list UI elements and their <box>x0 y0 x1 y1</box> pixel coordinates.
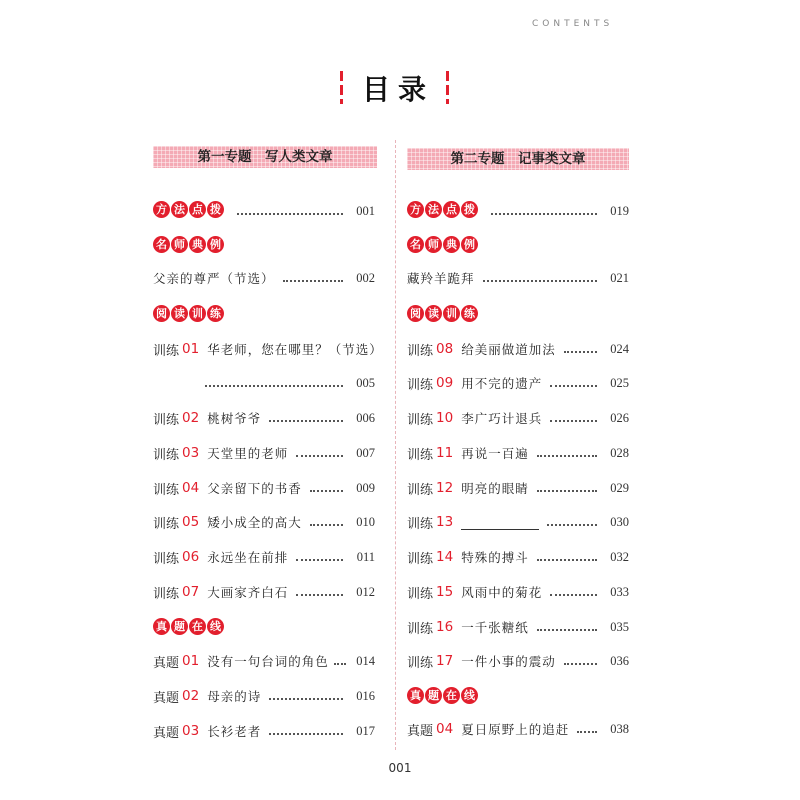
entry-title: 明亮的眼睛 <box>461 481 529 496</box>
exam-heading <box>153 618 375 638</box>
title-bar-right <box>446 99 449 104</box>
leader-dots <box>269 698 343 700</box>
title-block <box>330 68 460 108</box>
toc-entry[interactable] <box>407 408 629 428</box>
title-bar-right <box>446 71 449 81</box>
badge-char: 方 <box>407 201 424 218</box>
badge-char: 阅 <box>153 305 170 322</box>
leader-dots <box>237 213 343 215</box>
entry-title: 父亲留下的书香 <box>207 481 302 496</box>
entry-label: 真题 <box>407 723 434 739</box>
method-row[interactable] <box>153 201 375 221</box>
page-number: 026 <box>610 410 629 425</box>
badge-char: 真 <box>153 618 170 635</box>
badge-char: 练 <box>207 305 224 322</box>
leader-dots <box>296 455 343 457</box>
section-banner-1: 第一专题 写人类文章 <box>153 146 377 168</box>
toc-entry[interactable] <box>153 408 375 428</box>
entry-number: 09 <box>436 375 454 391</box>
page-number: 038 <box>610 721 629 736</box>
entry-label: 训练 <box>407 655 434 671</box>
page-number: 030 <box>610 514 629 529</box>
leader-dots <box>550 385 597 387</box>
title-bar-left <box>340 85 343 95</box>
entry-title: 大画家齐白石 <box>207 585 289 600</box>
toc-entry[interactable] <box>153 443 375 463</box>
entry-number: 02 <box>182 688 200 704</box>
toc-entry[interactable] <box>153 547 375 567</box>
entry-number: 12 <box>436 480 454 496</box>
badge-char: 法 <box>171 201 188 218</box>
teacher-badge <box>407 236 478 253</box>
entry-title: 夏日原野上的追赶 <box>461 722 570 737</box>
page-number: 017 <box>356 723 375 738</box>
page-number-footer: 001 <box>388 761 412 775</box>
entry-number: 04 <box>436 721 454 737</box>
toc-entry[interactable] <box>153 651 375 671</box>
badge-char: 点 <box>189 201 206 218</box>
entry-number: 10 <box>436 410 454 426</box>
entry-label: 训练 <box>407 551 434 567</box>
page-number: 029 <box>610 480 629 495</box>
entry-title: 李广巧计退兵 <box>461 411 543 426</box>
entry-title: 特殊的搏斗 <box>461 550 529 565</box>
badge-char: 题 <box>171 618 188 635</box>
method-row[interactable] <box>407 201 629 221</box>
leader-dots <box>537 629 597 631</box>
entry-title: 桃树爷爷 <box>207 411 262 426</box>
leader-dots <box>283 280 343 282</box>
reading-training-heading <box>407 305 629 325</box>
badge-char: 师 <box>171 236 188 253</box>
entry-number: 01 <box>182 653 200 669</box>
entry-label: 训练 <box>153 586 180 602</box>
entry-label: 训练 <box>407 447 434 463</box>
entry-title: 没有一句台词的角色 <box>207 654 329 669</box>
leader-dots <box>564 663 597 665</box>
page-number: 032 <box>610 549 629 564</box>
badge-char: 名 <box>153 236 170 253</box>
entry-title: 藏羚羊跪拜 <box>407 271 475 286</box>
badge-char: 例 <box>461 236 478 253</box>
badge-char: 读 <box>171 305 188 322</box>
badge-char: 真 <box>407 687 424 704</box>
toc-entry[interactable] <box>153 512 375 532</box>
entry-label: 真题 <box>153 690 180 706</box>
entry-number: 14 <box>436 549 454 565</box>
leader-dots <box>310 490 343 492</box>
entry-number: 11 <box>436 445 454 461</box>
toc-entry[interactable] <box>407 443 629 463</box>
method-badge <box>407 201 478 218</box>
leader-dots <box>205 385 343 387</box>
entry-number: 03 <box>182 723 200 739</box>
entry-number: 06 <box>182 549 200 565</box>
title-bar-left <box>340 71 343 81</box>
toc-entry[interactable] <box>407 547 629 567</box>
leader-dots <box>310 524 343 526</box>
leader-dots <box>537 559 597 561</box>
entry-label: 训练 <box>407 377 434 393</box>
toc-entry[interactable] <box>153 339 383 390</box>
entry-label: 训练 <box>153 412 180 428</box>
page-number: 036 <box>610 653 629 668</box>
leader-dots <box>334 663 346 665</box>
toc-entry[interactable] <box>407 719 629 739</box>
entry-title: 给美丽做道加法 <box>461 342 556 357</box>
entry-label: 训练 <box>407 482 434 498</box>
leader-dots <box>296 559 343 561</box>
entry-label: 真题 <box>153 655 180 671</box>
teacher-example-heading <box>407 236 629 256</box>
page-number: 025 <box>610 375 629 390</box>
reading-training-heading <box>153 305 375 325</box>
page-number: 009 <box>356 480 375 495</box>
teacher-badge <box>153 236 224 253</box>
badge-char: 题 <box>425 687 442 704</box>
exam-badge <box>153 618 224 635</box>
leader-dots <box>296 594 343 596</box>
toc-entry[interactable] <box>153 686 375 706</box>
leader-dots <box>269 420 343 422</box>
badge-char: 线 <box>461 687 478 704</box>
page-number: 033 <box>610 584 629 599</box>
entry-title: 用不完的遗产 <box>461 376 543 391</box>
leader-dots <box>550 594 597 596</box>
method-badge <box>153 201 224 218</box>
exam-badge <box>407 687 478 704</box>
entry-title: 风雨中的菊花 <box>461 585 543 600</box>
entry-label: 训练 <box>407 516 434 532</box>
entry-number: 05 <box>182 514 200 530</box>
section-banner-2: 第二专题 记事类文章 <box>407 148 629 170</box>
toc-entry[interactable] <box>153 582 375 602</box>
toc-entry[interactable] <box>407 339 629 359</box>
entry-label: 训练 <box>153 482 180 498</box>
badge-char: 阅 <box>407 305 424 322</box>
entry-label: 训练 <box>153 447 180 463</box>
title-bar-left <box>340 99 343 104</box>
teacher-example-heading <box>153 236 375 256</box>
entry-label: 训练 <box>153 343 180 359</box>
page-number: 028 <box>610 445 629 460</box>
toc-entry[interactable] <box>407 651 629 671</box>
entry-number: 07 <box>182 584 200 600</box>
entry-title: 父亲的尊严（节选） <box>153 271 275 286</box>
entry-title: 一件小事的震动 <box>461 654 556 669</box>
badge-char: 例 <box>207 236 224 253</box>
entry-title: 长衫老者 <box>207 724 262 739</box>
entry-title: 矮小成全的高大 <box>207 515 302 530</box>
entry-number: 13 <box>436 514 454 530</box>
leader-dots <box>564 351 597 353</box>
page-number: 002 <box>356 270 375 285</box>
leader-dots <box>547 524 597 526</box>
entry-title: 母亲的诗 <box>207 689 262 704</box>
page-title: 目录 <box>361 73 434 106</box>
badge-char: 典 <box>189 236 206 253</box>
entry-title: 再说一百遍 <box>461 446 529 461</box>
entry-label: 训练 <box>153 551 180 567</box>
leader-dots <box>537 455 597 457</box>
page-number: 019 <box>610 203 629 218</box>
page-number: 006 <box>356 410 375 425</box>
badge-char: 练 <box>461 305 478 322</box>
page-number: 021 <box>610 270 629 285</box>
entry-label: 真题 <box>153 725 180 741</box>
page-number: 024 <box>610 341 629 356</box>
entry-number: 01 <box>182 341 200 357</box>
entry-title: 永远坐在前排 <box>207 550 289 565</box>
toc-entry[interactable] <box>407 268 629 288</box>
entry-label: 训练 <box>407 586 434 602</box>
badge-char: 在 <box>443 687 460 704</box>
badge-char: 点 <box>443 201 460 218</box>
leader-dots <box>550 420 597 422</box>
page-number: 035 <box>610 619 629 634</box>
badge-char: 方 <box>153 201 170 218</box>
entry-label: 训练 <box>407 621 434 637</box>
contents-label: CONTENTS <box>532 19 614 29</box>
entry-label: 训练 <box>153 516 180 532</box>
page-number: 014 <box>356 653 375 668</box>
toc-entry[interactable] <box>407 373 629 393</box>
badge-char: 读 <box>425 305 442 322</box>
entry-label: 训练 <box>407 343 434 359</box>
toc-entry[interactable] <box>407 512 629 532</box>
badge-char: 线 <box>207 618 224 635</box>
toc-entry[interactable] <box>153 268 375 288</box>
toc-entry[interactable] <box>153 478 375 498</box>
page-number: 016 <box>356 688 375 703</box>
entry-title: 华老师，您在哪里？（节选） <box>207 342 383 357</box>
title-bar-right <box>446 85 449 95</box>
badge-char: 名 <box>407 236 424 253</box>
leader-dots <box>577 731 597 733</box>
toc-entry[interactable] <box>153 721 375 741</box>
blank-title-line <box>461 515 539 530</box>
entry-label: 训练 <box>407 412 434 428</box>
badge-char: 训 <box>443 305 460 322</box>
entry-number: 15 <box>436 584 454 600</box>
page-number: 005 <box>356 375 375 390</box>
entry-number: 04 <box>182 480 200 496</box>
badge-char: 师 <box>425 236 442 253</box>
toc-entry[interactable] <box>407 478 629 498</box>
toc-entry[interactable] <box>407 617 629 637</box>
entry-number: 17 <box>436 653 454 669</box>
entry-number: 03 <box>182 445 200 461</box>
column-divider <box>395 140 396 750</box>
leader-dots <box>269 733 343 735</box>
entry-number: 16 <box>436 619 454 635</box>
leader-dots <box>483 280 597 282</box>
entry-title: 一千张糖纸 <box>461 620 529 635</box>
entry-title: 天堂里的老师 <box>207 446 289 461</box>
page-number: 001 <box>356 203 375 218</box>
page-number: 007 <box>356 445 375 460</box>
toc-entry[interactable] <box>407 582 629 602</box>
entry-number: 08 <box>436 341 454 357</box>
page-number: 012 <box>356 584 375 599</box>
reading-badge <box>153 305 224 322</box>
badge-char: 训 <box>189 305 206 322</box>
badge-char: 拨 <box>207 201 224 218</box>
entry-number: 02 <box>182 410 200 426</box>
page-number: 011 <box>356 549 375 564</box>
badge-char: 拨 <box>461 201 478 218</box>
leader-dots <box>537 490 597 492</box>
page-number: 010 <box>356 514 375 529</box>
badge-char: 法 <box>425 201 442 218</box>
reading-badge <box>407 305 478 322</box>
badge-char: 典 <box>443 236 460 253</box>
badge-char: 在 <box>189 618 206 635</box>
leader-dots <box>491 213 597 215</box>
exam-heading <box>407 687 629 707</box>
